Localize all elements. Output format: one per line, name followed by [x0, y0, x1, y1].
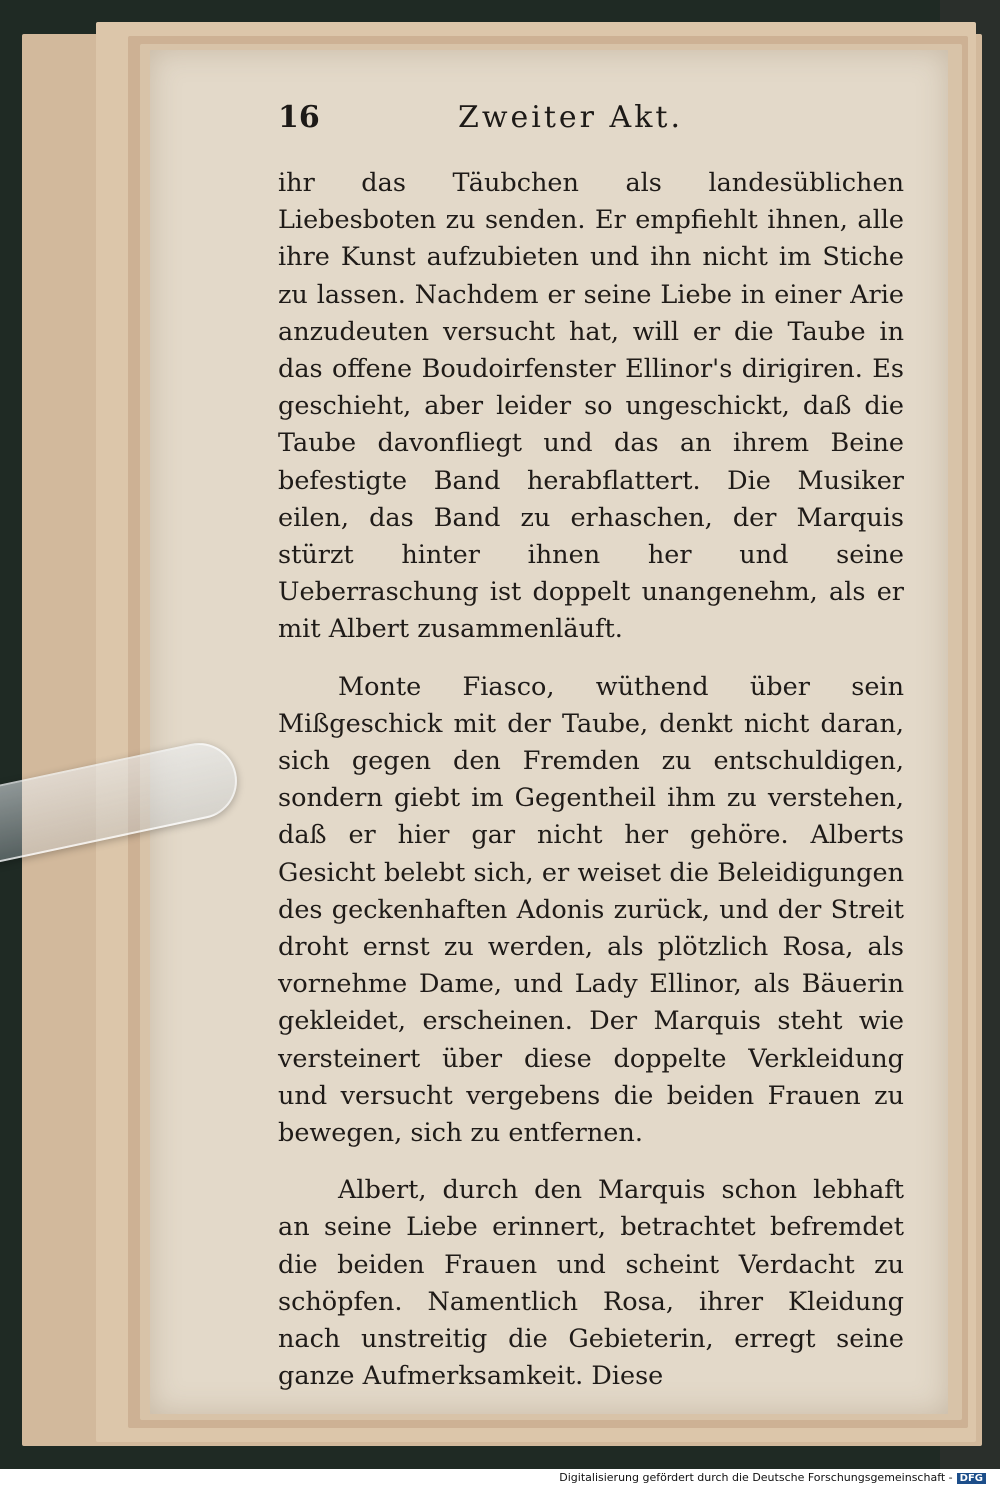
- body-text: [278, 165, 904, 1396]
- paragraph: Albert, durch den Marquis schon lebhaft an seine Liebe erinnert, betrachtet befremdet die beiden Frauen und scheint Verdacht zu schöpfen. Namentlich Rosa, ihrer Kleidung nach unstreitig die Gebieterin, erregt seine ganze Aufmerksamkeit. Diese: [278, 1175, 904, 1392]
- digitization-credit: [555, 1470, 990, 1485]
- page-number: 16: [278, 100, 320, 135]
- page-header: [278, 100, 838, 140]
- clip-body: [0, 736, 244, 869]
- running-title: Zweiter Akt.: [458, 100, 683, 135]
- paragraph: ihr das Täubchen als landesüblichen Liebesboten zu senden. Er empfiehlt ihnen, alle ihre Kunst aufzubieten und ihn nicht im Stiche zu lassen. Nachdem er seine Liebe in einer Arie anzudeuten versucht hat, will er die Taube in das offene Boudoirfenster Ellinor's dirigiren. Es geschieht, aber leider so ungeschickt, daß die Taube davonfliegt und das an ihrem Beine befestigte Band herabflattert. Die Musiker eilen, das Band zu erhaschen, der Marquis stürzt hinter ihnen her und seine Ueberraschung ist doppelt unangenehm, als er mit Albert zusammenläuft.: [278, 168, 904, 645]
- paragraph: Monte Fiasco, wüthend über sein Mißgeschick mit der Taube, denkt nicht daran, sich gegen den Fremden zu entschuldigen, sondern giebt im Gegentheil ihm zu verstehen, daß er hier gar nicht her gehöre. Alberts Gesicht belebt sich, er weiset die Beleidigungen des geckenhaften Adonis zurück, und der Streit droht ernst zu werden, als plötzlich Rosa, als vornehme Dame, und Lady Ellinor, als Bäuerin gekleidet, erscheinen. Der Marquis steht wie versteinert über diese doppelte Verkleidung und versucht vergebens die beiden Frauen zu bewegen, sich zu entfernen.: [278, 671, 904, 1149]
- book-page: [150, 50, 948, 1414]
- dfg-logo-icon: DFG: [957, 1473, 986, 1484]
- credit-text: Digitalisierung gefördert durch die Deutsche Forschungsgemeinschaft -: [559, 1471, 953, 1484]
